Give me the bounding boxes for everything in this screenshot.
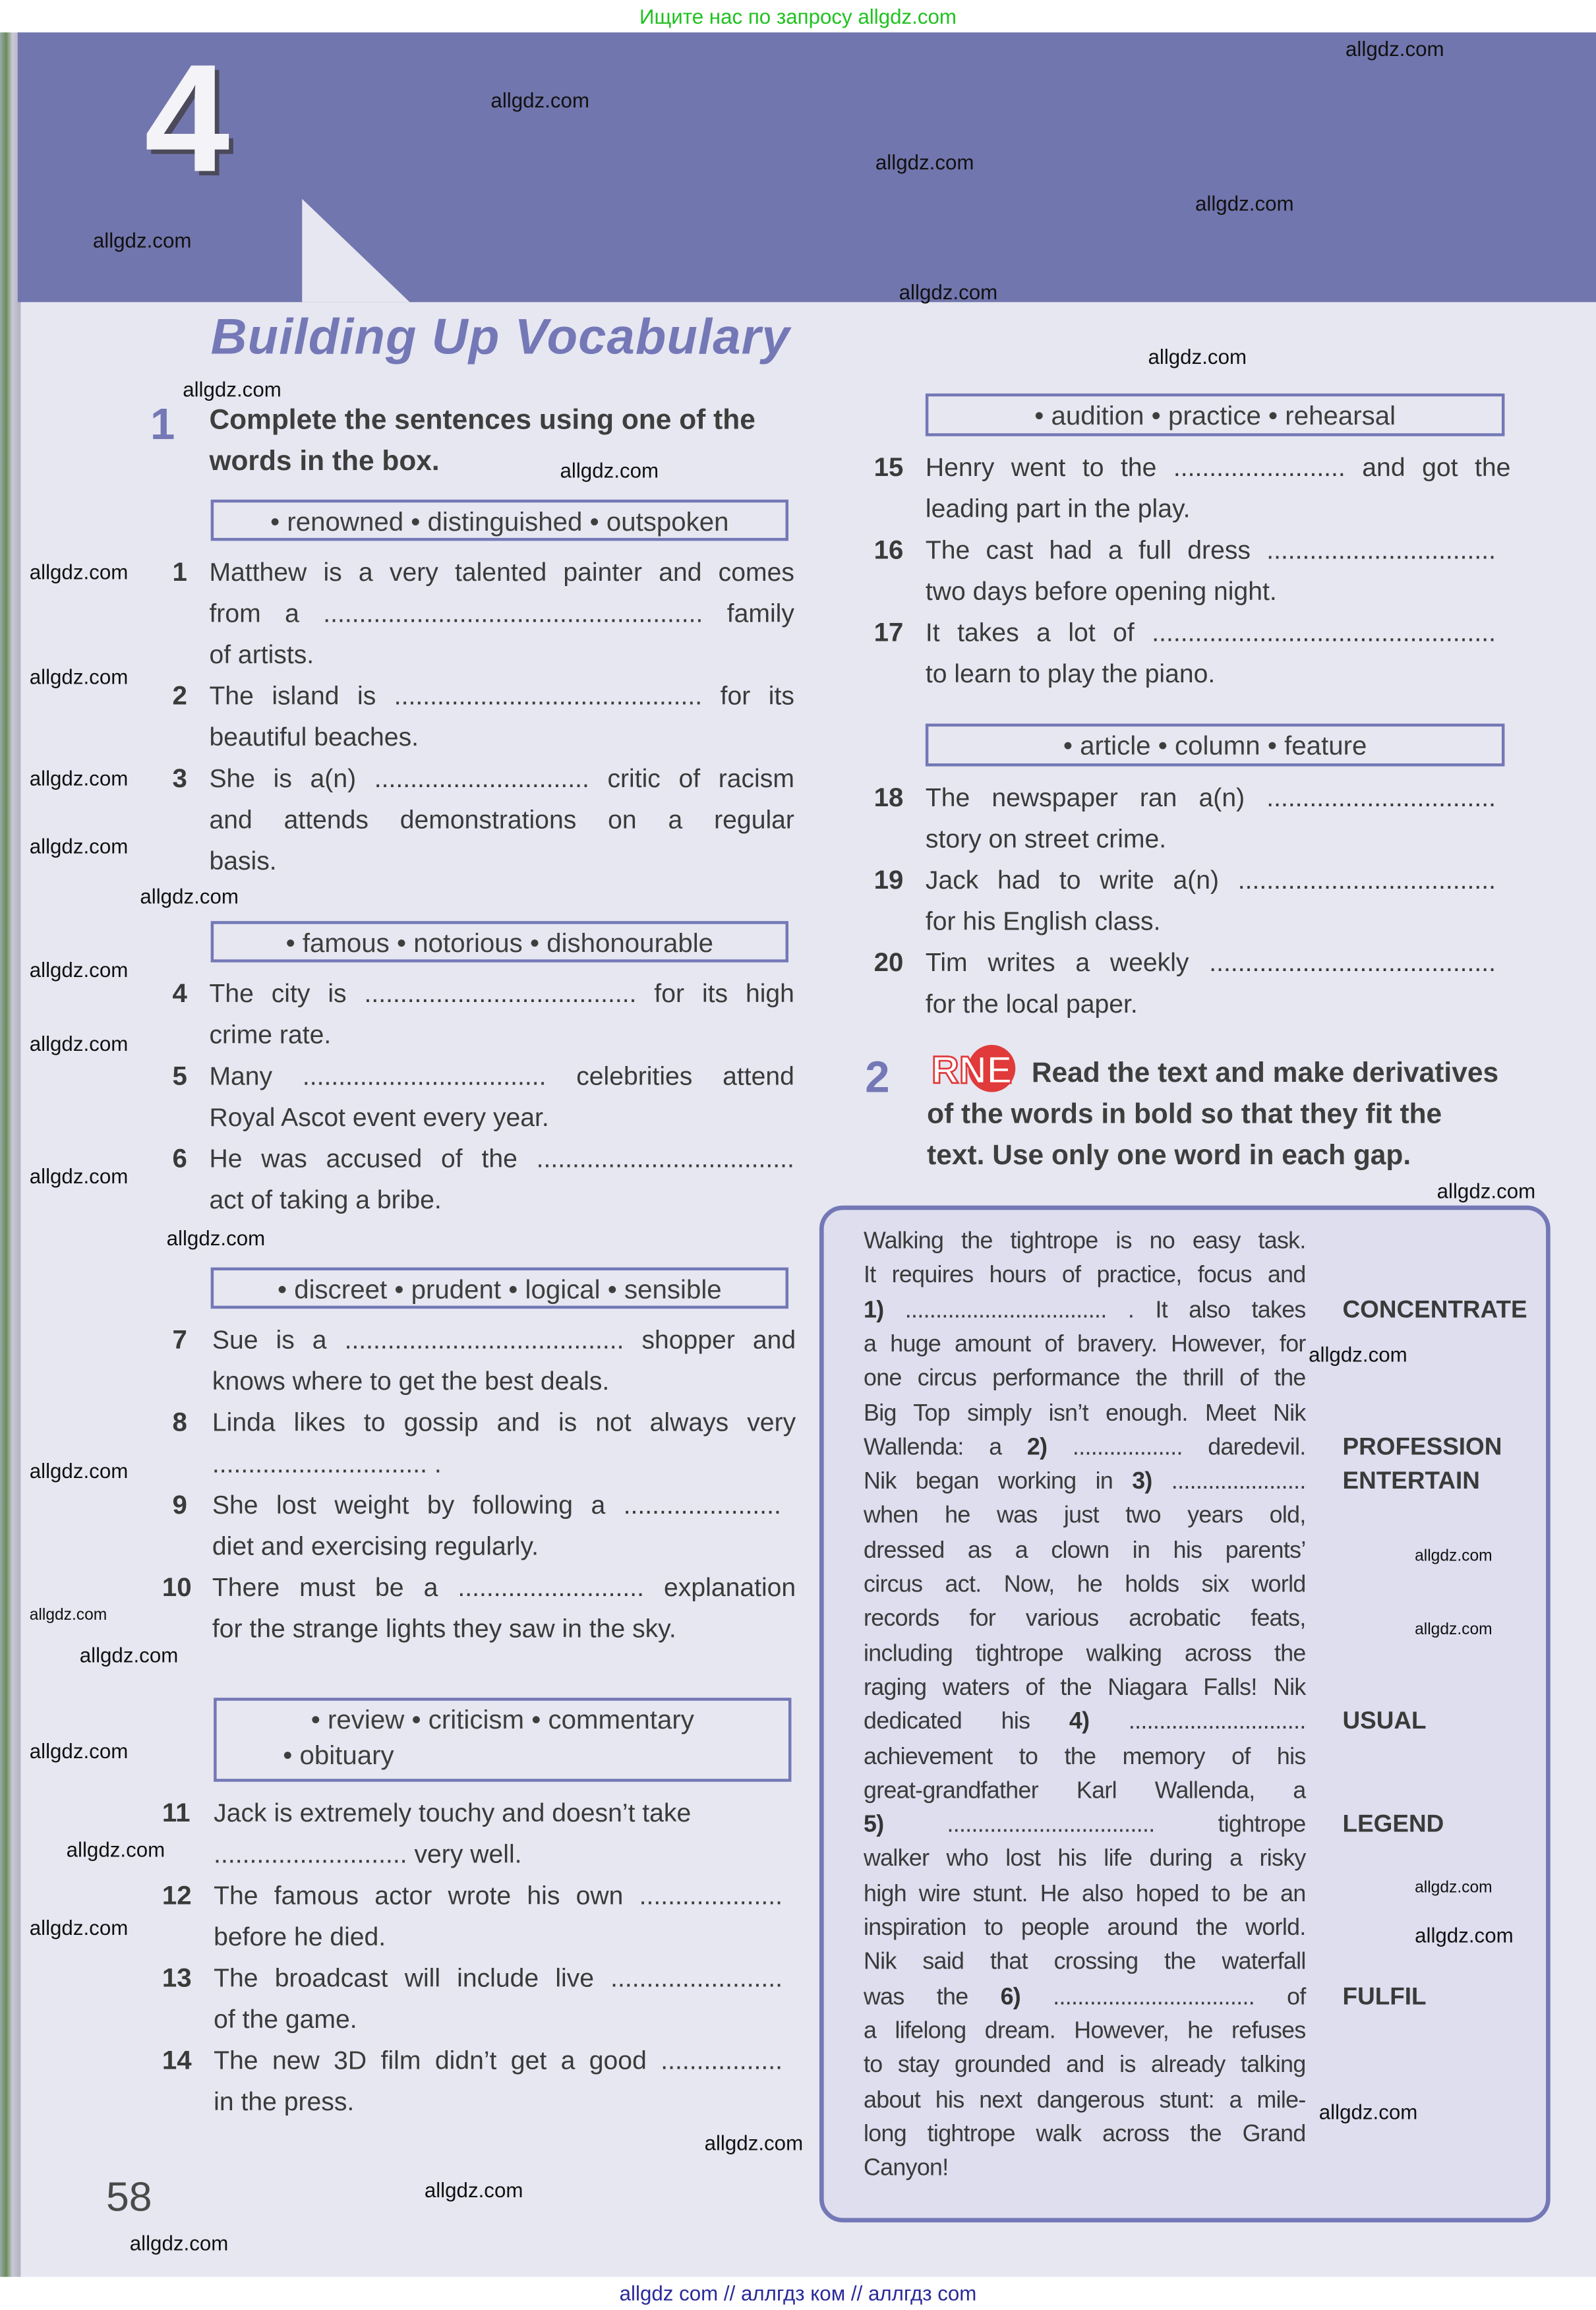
- text-segment: Nik said that crossing the waterfall: [864, 1950, 1306, 1976]
- gap-number: 3): [1132, 1469, 1152, 1495]
- text-segment: a huge amount of bravery. However, for: [864, 1332, 1306, 1357]
- book-spine: [0, 32, 20, 2277]
- sentence-text: of artists.: [209, 639, 314, 669]
- word-box-row: • renowned • distinguished • outspoken: [270, 507, 729, 537]
- sentence-line: [926, 570, 1496, 612]
- word-box-row: • review • criticism • commentary: [310, 1705, 694, 1735]
- item-number: 18: [873, 783, 904, 812]
- sentence-line: [209, 1138, 794, 1179]
- watermark: allgdz.com: [29, 958, 129, 982]
- item-number: 16: [873, 535, 904, 565]
- watermark: allgdz.com: [1195, 191, 1294, 216]
- text-segment: Nik began working in: [864, 1469, 1133, 1495]
- text-segment: long tightrope walk across the Grand: [864, 2121, 1306, 2147]
- text-segment: records for various acrobatic feats,: [864, 1607, 1306, 1632]
- text-line: [864, 1603, 1306, 1636]
- sentence-text: for his English class.: [925, 906, 1161, 936]
- sentence-line: [212, 1484, 781, 1525]
- sentence-text: in the press.: [214, 2087, 355, 2117]
- keyword-to-transform: USUAL: [1342, 1708, 1427, 1735]
- watermark: allgdz.com: [166, 1226, 266, 1250]
- sentence-line: [209, 799, 794, 841]
- sentence-line: [209, 593, 794, 634]
- gap-number: 4): [1069, 1709, 1090, 1735]
- text-segment: walker who lost his life during a risky: [864, 1847, 1306, 1872]
- sentence-text: The broadcast will include live ........................: [214, 1963, 783, 1993]
- text-line: [864, 1431, 1306, 1464]
- watermark: allgdz.com: [29, 766, 129, 790]
- sentence-line: [926, 777, 1496, 818]
- exercise-1-instruction-line: Complete the sentences using one of the: [209, 405, 755, 436]
- watermark: allgdz.com: [424, 2178, 523, 2202]
- word-box-row: • article • column • feature: [1063, 730, 1367, 761]
- text-line: [864, 1293, 1306, 1327]
- sentence-text: diet and exercising regularly.: [212, 1531, 539, 1561]
- watermark: allgdz.com: [1148, 345, 1247, 369]
- exercise-2-number: 2: [865, 1053, 890, 1103]
- sentence-text: knows where to get the best deals.: [212, 1366, 610, 1396]
- text-line: [864, 1465, 1306, 1498]
- sentence-line: [926, 983, 1496, 1024]
- text-line: [864, 2049, 1306, 2083]
- sentence-line: [926, 488, 1510, 529]
- watermark: allgdz.com: [29, 1164, 129, 1188]
- watermark: allgdz.com: [140, 884, 239, 908]
- sentence-text: and attends demonstrations on a regular: [209, 804, 794, 835]
- word-box-row: • discreet • prudent • logical • sensible: [277, 1274, 722, 1305]
- sentence-text: before he died.: [214, 1922, 386, 1951]
- watermark: allgdz.com: [29, 1916, 129, 1940]
- text-segment: achievement to the memory of his: [864, 1744, 1306, 1769]
- word-box-row: • famous • notorious • dishonourable: [285, 928, 714, 959]
- watermark: allgdz.com: [29, 665, 129, 688]
- text-line: [864, 1705, 1306, 1739]
- item-number: 2: [172, 680, 187, 711]
- item-number: 19: [873, 865, 904, 895]
- exercise-2-instruction-line: Read the text and make derivatives: [1031, 1058, 1499, 1090]
- text-line: [864, 1843, 1306, 1876]
- exercise-1-instruction-line: words in the box.: [209, 446, 440, 478]
- word-box-row: • audition • practice • rehearsal: [1034, 401, 1396, 430]
- sentence-text: basis.: [209, 846, 277, 875]
- text-line: [864, 1911, 1306, 1945]
- sentence-text: act of taking a bribe.: [209, 1185, 442, 1215]
- item-number: 11: [162, 1798, 191, 1828]
- watermark: allgdz.com: [29, 1606, 107, 1624]
- section-title: Building Up Vocabulary: [210, 309, 790, 366]
- keyword-to-transform: LEGEND: [1342, 1811, 1444, 1838]
- sentence-text: She is a(n) .............................. critic of racism: [209, 763, 794, 793]
- watermark: allgdz.com: [875, 150, 974, 174]
- text-segment: ................................. of: [1020, 1984, 1306, 2010]
- watermark: allgdz.com: [183, 377, 281, 401]
- text-segment: one circus performance the thrill of the: [864, 1366, 1306, 1392]
- watermark: allgdz.com: [1415, 1923, 1514, 1947]
- sentence-text: Many .................................. celebrities attend: [209, 1061, 794, 1091]
- text-segment: Walking the tightrope is no easy task.: [864, 1229, 1306, 1255]
- item-number: 1: [172, 557, 187, 587]
- sentence-text: Matthew is a very talented painter and comes: [209, 557, 794, 587]
- sentence-line: [926, 446, 1510, 488]
- sentence-line: [209, 551, 794, 593]
- sentence-line: [212, 1608, 796, 1649]
- sentence-text: beautiful beaches.: [209, 722, 419, 752]
- sentence-line: [926, 653, 1496, 694]
- sentence-line: [214, 1998, 783, 2040]
- text-line: [864, 1328, 1306, 1361]
- sentence-text: The famous actor wrote his own ....................: [214, 1880, 783, 1910]
- sentence-text: Henry went to the ........................ and got the: [925, 452, 1511, 483]
- watermark: allgdz.com: [66, 1837, 165, 1862]
- sentence-text: for the strange lights they saw in the sky.: [212, 1613, 676, 1644]
- item-number: 9: [172, 1490, 187, 1520]
- text-segment: .................. daredevil.: [1047, 1435, 1306, 1460]
- watermark: allgdz.com: [29, 834, 129, 858]
- sentence-text: leading part in the play.: [925, 493, 1191, 523]
- text-line: [864, 1808, 1306, 1842]
- text-line: [864, 1980, 1306, 2014]
- text-segment: about his next dangerous stunt: a mile-: [864, 2087, 1306, 2113]
- text-line: [864, 1396, 1306, 1430]
- exercise-1-number: 1: [150, 401, 175, 450]
- item-number: 17: [873, 617, 904, 647]
- text-line: [864, 2015, 1306, 2048]
- sentence-line: [209, 972, 794, 1014]
- sentence-text: The newspaper ran a(n) ................................: [925, 783, 1496, 812]
- sentence-text: He was accused of the ....................................: [209, 1143, 794, 1173]
- item-number: 15: [873, 452, 904, 483]
- sentence-text: Royal Ascot event every year.: [209, 1102, 549, 1132]
- sentence-line: [209, 840, 794, 881]
- text-segment: .............................: [1089, 1709, 1306, 1735]
- keyword-to-transform: PROFESSION: [1342, 1433, 1502, 1460]
- text-segment: inspiration to people around the world.: [864, 1916, 1306, 1941]
- sentence-line: [926, 901, 1496, 942]
- text-line: [864, 2152, 1306, 2185]
- watermark: allgdz.com: [129, 2231, 229, 2255]
- keyword-to-transform: CONCENTRATE: [1342, 1296, 1527, 1323]
- text-line: [864, 1533, 1306, 1567]
- sentence-line: [214, 1957, 783, 1999]
- text-segment: a lifelong dream. However, he refuses: [864, 2019, 1306, 2044]
- sentence-line: [212, 1443, 796, 1485]
- sentence-text: The cast had a full dress ................................: [925, 535, 1496, 565]
- watermark: allgdz.com: [1415, 1879, 1493, 1897]
- sentence-text: of the game.: [214, 2004, 357, 2034]
- text-line: [864, 1877, 1306, 1910]
- watermark: allgdz.com: [79, 1643, 179, 1667]
- watermark: allgdz.com: [92, 228, 192, 252]
- word-box: [926, 724, 1505, 767]
- sentence-line: [214, 1792, 722, 1833]
- svg-text:RNE: RNE: [931, 1049, 1013, 1092]
- watermark: allgdz.com: [704, 2131, 804, 2155]
- word-box: [211, 500, 788, 541]
- unit-header-band: [18, 32, 1596, 302]
- sentence-line: [212, 1402, 796, 1443]
- sentence-text: The island is ........................................... for its: [209, 680, 794, 711]
- sentence-line: [926, 529, 1496, 571]
- sentence-text: Linda likes to gossip and is not always very: [212, 1407, 796, 1437]
- watermark: allgdz.com: [1345, 36, 1444, 61]
- sentence-line: [209, 1096, 794, 1138]
- text-line: [864, 1225, 1306, 1259]
- header-notch: [302, 199, 409, 302]
- text-segment: .................................. tightrope: [883, 1812, 1306, 1838]
- text-segment: to stay grounded and is already talking: [864, 2053, 1306, 2079]
- text-line: [864, 2083, 1306, 2117]
- text-segment: ................................. . It also takes: [883, 1297, 1306, 1323]
- sentence-text: story on street crime.: [925, 823, 1167, 854]
- watermark: allgdz.com: [1415, 1547, 1493, 1566]
- word-box: [926, 394, 1505, 436]
- sentence-text: Tim writes a weekly ........................................: [925, 947, 1496, 978]
- watermark: allgdz.com: [29, 1738, 129, 1763]
- sentence-line: [209, 716, 794, 757]
- word-box: [211, 921, 788, 962]
- text-segment: Canyon!: [864, 2156, 949, 2181]
- keyword-to-transform: ENTERTAIN: [1342, 1467, 1480, 1495]
- exercise-2-instruction-line: of the words in bold so that they fit the: [927, 1099, 1442, 1131]
- unit-number: 4: [144, 34, 230, 205]
- sentence-line: [926, 612, 1496, 653]
- text-segment: ......................: [1152, 1469, 1306, 1495]
- sentence-text: There must be a .......................... explanation: [212, 1572, 796, 1602]
- item-number: 12: [162, 1880, 192, 1910]
- text-line: [864, 1568, 1306, 1602]
- gap-number: 1): [864, 1297, 884, 1323]
- item-number: 4: [172, 978, 187, 1009]
- top-banner[interactable]: Ищите нас по запросу allgdz.com: [639, 4, 957, 28]
- text-segment: was the: [864, 1984, 1001, 2010]
- keyword-to-transform: FULFIL: [1342, 1983, 1427, 2010]
- exercise-2-instruction-line: text. Use only one word in each gap.: [927, 1140, 1411, 1172]
- text-segment: It requires hours of practice, focus and: [864, 1263, 1306, 1289]
- text-segment: Big Top simply isn’t enough. Meet Nik: [864, 1400, 1306, 1426]
- watermark: allgdz.com: [899, 280, 998, 304]
- sentence-text: It takes a lot of ................................................: [925, 617, 1496, 647]
- gap-number: 2): [1026, 1435, 1048, 1460]
- gap-number: 5): [864, 1812, 884, 1838]
- item-number: 20: [873, 947, 904, 978]
- text-line: [864, 1946, 1306, 1980]
- sentence-line: [209, 757, 794, 799]
- sentence-line: [209, 1179, 794, 1220]
- watermark: allgdz.com: [1415, 1621, 1493, 1639]
- sentence-line: [214, 2081, 783, 2123]
- item-number: 14: [162, 2045, 192, 2075]
- text-segment: great-grandfather Karl Wallenda, a: [864, 1778, 1306, 1804]
- sentence-line: [926, 859, 1496, 901]
- item-number: 7: [172, 1324, 187, 1355]
- sentence-line: [212, 1525, 781, 1567]
- sentence-text: Sue is a ....................................... shopper and: [212, 1324, 796, 1355]
- sentence-text: Jack had to write a(n) ....................................: [925, 865, 1496, 895]
- item-number: 5: [172, 1061, 187, 1091]
- word-box-row: • obituary: [283, 1740, 394, 1770]
- watermark: allgdz.com: [29, 1459, 129, 1483]
- text-segment: raging waters of the Niagara Falls! Nik: [864, 1675, 1306, 1701]
- sentence-text: The city is ...................................... for its high: [209, 978, 794, 1009]
- item-number: 13: [162, 1963, 192, 1993]
- item-number: 6: [172, 1143, 187, 1173]
- sentence-text: crime rate.: [209, 1019, 332, 1050]
- sentence-text: from a ..................................................... family: [209, 598, 794, 628]
- sentence-text: to learn to play the piano.: [925, 659, 1216, 688]
- rne-exam-badge-icon: [928, 1045, 1017, 1092]
- text-segment: dedicated his: [864, 1709, 1069, 1735]
- sentence-line: [212, 1319, 796, 1361]
- text-segment: dressed as a clown in his parents’: [864, 1538, 1306, 1564]
- sentence-line: [209, 675, 794, 717]
- text-line: [864, 1259, 1306, 1293]
- text-segment: including tightrope walking across the: [864, 1641, 1306, 1667]
- sentence-line: [214, 1875, 783, 1916]
- text-line: [864, 1362, 1306, 1396]
- sentence-line: [209, 1014, 794, 1055]
- text-line: [864, 1671, 1306, 1705]
- text-line: [864, 1499, 1306, 1533]
- text-segment: high wire stunt. He also hoped to be an: [864, 1881, 1306, 1907]
- text-line: [864, 1740, 1306, 1773]
- item-number: 3: [172, 763, 187, 793]
- sentence-line: [926, 818, 1496, 860]
- watermark: allgdz.com: [560, 458, 659, 483]
- watermark: allgdz.com: [29, 560, 129, 584]
- sentence-text: two days before opening night.: [925, 576, 1277, 606]
- word-box: [211, 1268, 788, 1309]
- sentence-text: .............................. .: [212, 1448, 442, 1479]
- item-number: 10: [162, 1572, 192, 1602]
- sentence-line: [214, 2040, 783, 2081]
- watermark: allgdz.com: [1436, 1179, 1536, 1203]
- watermark: allgdz.com: [490, 88, 590, 112]
- text-line: [864, 1637, 1306, 1671]
- sentence-text: Jack is extremely touchy and doesn’t take: [214, 1798, 692, 1828]
- gap-number: 6): [1000, 1984, 1021, 2010]
- sentence-line: [212, 1566, 796, 1608]
- watermark: allgdz.com: [1318, 2100, 1418, 2124]
- watermark: allgdz.com: [1309, 1342, 1407, 1367]
- text-segment: when he was just two years old,: [864, 1504, 1306, 1529]
- text-segment: Wallenda: a: [864, 1435, 1027, 1460]
- item-number: 8: [172, 1407, 187, 1437]
- sentence-text: ........................... very well.: [214, 1839, 522, 1869]
- sentence-text: She lost weight by following a ......................: [212, 1490, 781, 1520]
- sentence-line: [926, 941, 1496, 983]
- watermark: allgdz.com: [29, 1031, 129, 1055]
- word-box: [214, 1698, 791, 1781]
- sentence-line: [209, 1055, 794, 1097]
- text-segment: circus act. Now, he holds six world: [864, 1572, 1306, 1598]
- sentence-line: [212, 1360, 796, 1402]
- sentence-text: for the local paper.: [925, 989, 1138, 1019]
- text-line: [864, 2118, 1306, 2151]
- sentence-line: [209, 634, 794, 675]
- footer-watermark[interactable]: allgdz com // аллгдз ком // аллгдз com: [0, 2277, 1596, 2309]
- sentence-line: [214, 1833, 722, 1875]
- text-line: [864, 1774, 1306, 1808]
- sentence-text: The new 3D film didn’t get a good .................: [214, 2045, 783, 2075]
- sentence-line: [214, 1916, 783, 1957]
- page-number: 58: [105, 2174, 152, 2220]
